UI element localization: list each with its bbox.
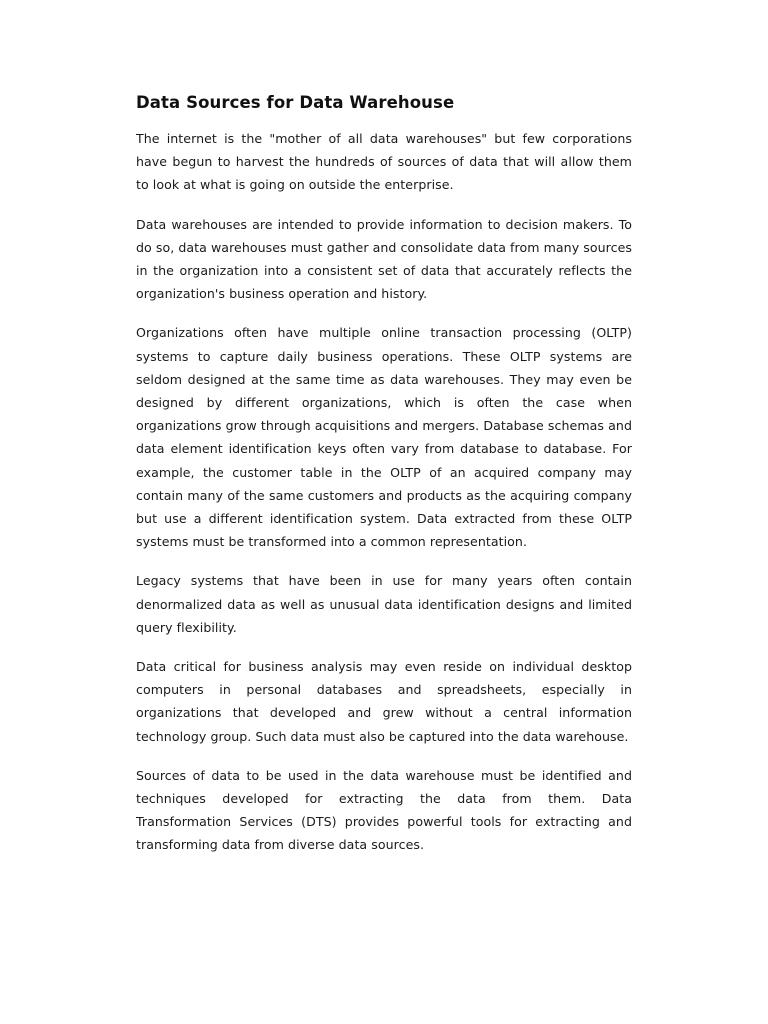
paragraph-3: Organizations often have multiple online transaction processing (OLTP) systems to capture daily business operations. These OLTP systems are seldom designed at the same time as data warehouses. They may even be designed by different organizations, which is often the case when organizations grow through acquisitions and mergers. Database schemas and data element identification keys often vary from database to database. For example, the customer table in the OLTP of an acquired company may contain many of the same customers and products as the acquiring company but use a different identification system. Data extracted from these OLTP systems must be transformed into a common representation. [136,325,632,550]
paragraph-1: The internet is the "mother of all data warehouses" but few corporations have begun to harvest the hundreds of sources of data that will allow them to look at what is going on outside the enterprise. [136,131,632,193]
document-page [136,92,632,873]
document-title: Data Sources for Data Warehouse [136,93,455,112]
paragraph-2: Data warehouses are intended to provide information to decision makers. To do so, data warehouses must gather and consolidate data from many sources in the organization into a consistent set of data that accurately reflects the organization's business operation and history. [136,216,632,302]
paragraph-5: Data critical for business analysis may even reside on individual desktop computers in personal databases and spreadsheets, especially in organizations that developed and grew without a central information technology group. Such data must also be captured into the data warehouse. [136,659,632,744]
paragraph-4: Legacy systems that have been in use for many years often contain denormalized data as well as unusual data identification designs and limited query flexibility. [136,573,632,635]
paragraph-6: Sources of data to be used in the data warehouse must be identified and techniques developed for extracting the data from them. Data Transformation Services (DTS) provides powerful tools for extracting and transforming data from diverse data sources. [136,767,632,853]
